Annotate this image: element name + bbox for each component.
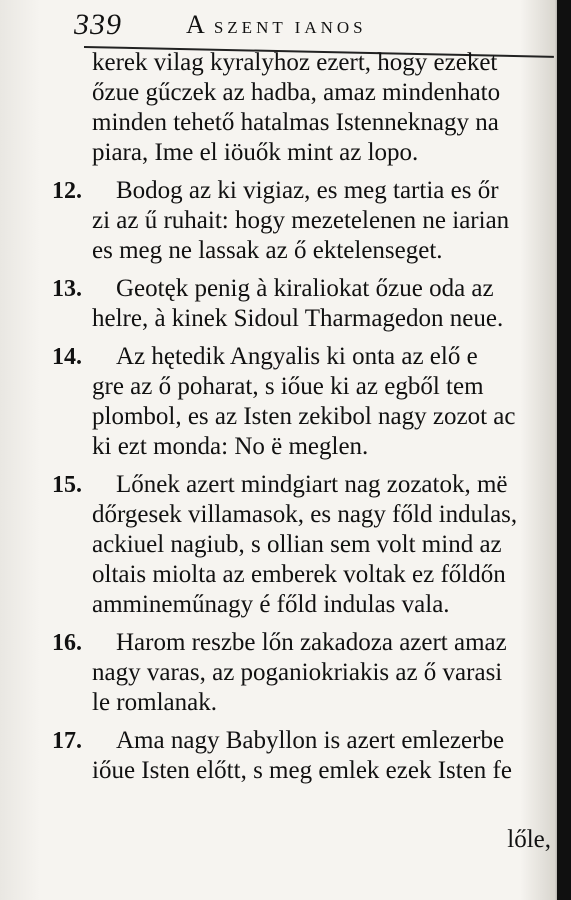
line-text: dőrgesek villamasok, es nagy főld indulas, [92,501,518,528]
line-text: Bodog az ki vigiaz, es meg tartia es őr [116,177,499,204]
text-line [52,372,552,402]
line-text: Ama nagy Babyllon is azert emlezerbe [116,727,505,754]
line-text: Geotęk penig à kiraliokat őzue oda az [116,275,494,302]
line-text: kerek vilag kyralyhoz ezert, hogy ezeket [92,49,498,76]
text-line [52,756,552,786]
text-line [52,236,552,266]
verse-gap [52,334,552,342]
text-line [52,138,552,168]
text-line [52,274,552,304]
verse-number: 12. [52,178,82,204]
folio-number: 339 [74,8,122,41]
text-line [52,432,552,462]
running-head-title: SZENT IANOS [213,18,367,37]
text-line [52,560,552,590]
verse-gap [52,168,552,176]
text-line [52,108,552,138]
verse-gap [52,620,552,628]
line-text: nagy varas, az poganiokriakis az ő varasi [92,659,503,686]
line-text: le romlanak. [92,689,217,716]
text-line [52,342,552,372]
line-text: zi az ű ruhait: hogy mezetelenen ne iarian [92,207,510,234]
line-text: iőue Isten előtt, s meg emlek ezek Isten fe [92,757,512,784]
text-line [52,530,552,560]
verse-gap [52,266,552,274]
verse-text-block [52,48,552,786]
line-text: ackiuel nagiub, s ollian sem volt mind az [92,531,502,558]
text-line [52,590,552,620]
text-line [52,48,552,78]
verse-gap [52,462,552,470]
running-head [186,10,367,40]
catchword: lőle, [507,826,551,853]
text-line [52,176,552,206]
line-text: piara, Ime el iöuők mint az lopo. [92,139,419,166]
text-line [52,470,552,500]
line-text: őzue gűczek az hadba, amaz mindenhato [92,79,501,106]
text-line [52,628,552,658]
text-line [52,402,552,432]
text-line [52,500,552,530]
verse-number: 14. [52,344,82,370]
line-text: minden tehető hatalmas Istenneknagy na [92,109,499,136]
text-line [52,78,552,108]
page-header [74,8,554,48]
line-text: plombol, es az Isten zekibol nagy zozot ac [92,403,516,430]
text-line [52,688,552,718]
page-edge-shadow [557,0,571,900]
verse-number: 17. [52,728,82,754]
verse-number: 13. [52,276,82,302]
text-line [52,304,552,334]
verse-number: 15. [52,472,82,498]
line-text: helre, à kinek Sidoul Tharmagedon neue. [92,305,504,332]
verse-number: 16. [52,630,82,656]
line-text: ammineműnagy é főld indulas vala. [92,591,450,618]
line-text: Az hętedik Angyalis ki onta az elő e [116,343,478,370]
text-line [52,206,552,236]
line-text: gre az ő poharat, s iőue ki az egből tem [92,373,484,400]
running-head-initial: A [186,10,206,39]
line-text: es meg ne lassak az ő ektelenseget. [92,237,443,264]
text-line [52,726,552,756]
line-text: Harom reszbe lőn zakadoza azert amaz [116,629,507,656]
text-line [52,658,552,688]
line-text: oltais miolta az emberek voltak ez főldőn [92,561,506,588]
verse-gap [52,718,552,726]
line-text: ki ezt monda: No ë meglen. [92,433,369,460]
line-text: Lőnek azert mindgiart nag zozatok, më [116,471,508,498]
